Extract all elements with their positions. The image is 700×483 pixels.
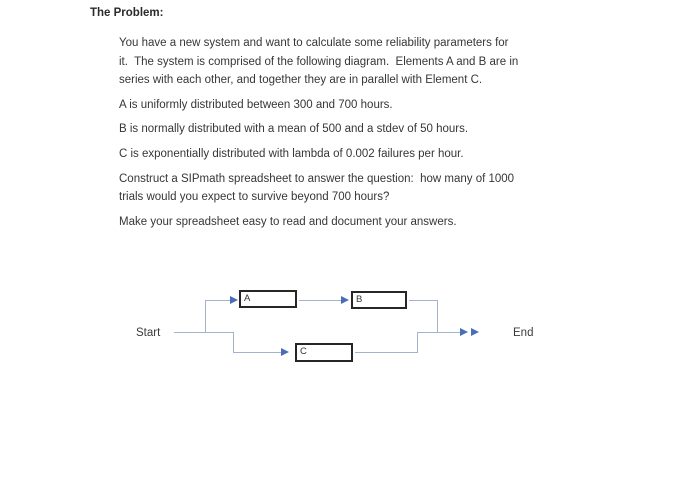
block-a-label: A (244, 293, 251, 304)
b-down-line (437, 300, 438, 333)
block-c (295, 343, 353, 362)
end-arrowhead-1-icon (460, 328, 468, 336)
b-exit-line (409, 300, 438, 301)
branch-down-line (233, 332, 234, 353)
to-c-line (233, 352, 281, 353)
block-b-label: B (356, 294, 363, 305)
a-to-b-line (299, 300, 341, 301)
page-title: The Problem: (90, 7, 164, 19)
paragraph-task: Construct a SIPmath spreadsheet to answer the question: how many of 1000 trials would you expect to survive beyond 700 hours? (119, 172, 515, 204)
start-connector-line (174, 332, 234, 333)
branch-up-line (205, 300, 206, 333)
paragraph-note: Make your spreadsheet easy to read and document your answers. (119, 215, 457, 228)
block-b (351, 291, 407, 309)
paragraph-element-a: A is uniformly distributed between 300 and 700 hours. (119, 98, 393, 111)
c-exit-line (355, 352, 417, 353)
block-c-label: C (300, 346, 307, 357)
to-a-line (205, 300, 230, 301)
end-arrowhead-2-icon (471, 328, 479, 336)
arrowhead-into-b-icon (341, 296, 349, 304)
merge-line (417, 332, 460, 333)
arrowhead-into-c-icon (281, 348, 289, 356)
paragraph-element-b: B is normally distributed with a mean of 500 and a stdev of 50 hours. (119, 123, 469, 136)
block-a (239, 290, 297, 308)
c-up-line (417, 332, 418, 353)
paragraph-intro: You have a new system and want to calculate some reliability parameters for it. The system is comprised of the following diagram. Elements A and B are in series with each other, and together they are in parallel with Element C. (119, 37, 519, 87)
start-label: Start (136, 327, 161, 339)
end-label: End (513, 327, 534, 339)
paragraph-element-c: C is exponentially distributed with lambda of 0.002 failures per hour. (119, 147, 464, 160)
arrowhead-into-a-icon (230, 296, 238, 304)
